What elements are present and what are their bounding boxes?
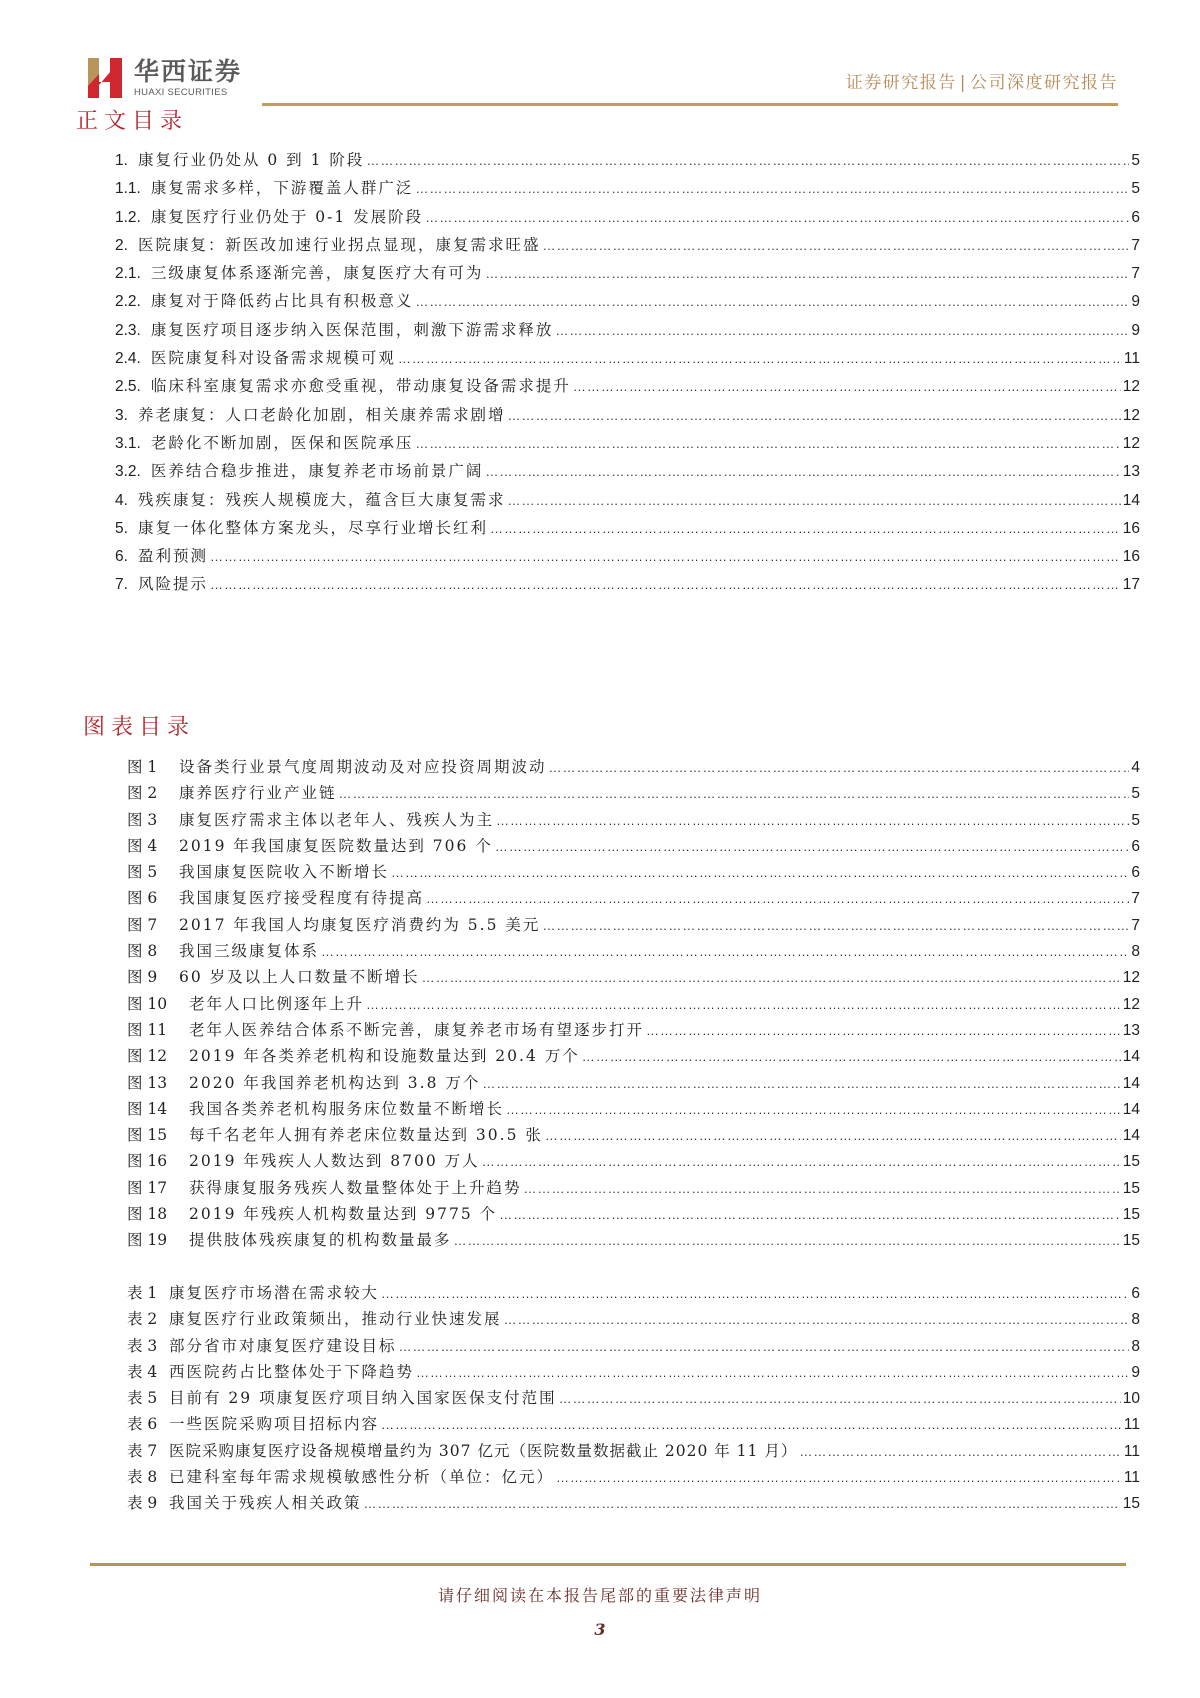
table-page: 11	[1123, 1469, 1140, 1487]
table-number: 表 1	[127, 1284, 158, 1302]
toc-item-number: 3.	[115, 406, 128, 424]
figure-number: 图 12	[127, 1047, 168, 1066]
figure-item[interactable]	[127, 912, 1140, 938]
table-number: 表 7	[127, 1441, 158, 1460]
dot-leader	[366, 147, 1129, 175]
toc-item-page: 12	[1122, 406, 1140, 424]
dot-leader	[504, 1307, 1130, 1333]
table-page: 11	[1123, 1442, 1140, 1460]
dot-leader	[415, 288, 1129, 316]
table-item[interactable]	[127, 1490, 1140, 1516]
figure-item[interactable]	[127, 964, 1140, 990]
dot-leader	[485, 260, 1129, 288]
toc-item-page: 13	[1122, 463, 1140, 481]
dot-leader	[556, 1465, 1122, 1491]
figure-number: 图 6	[127, 889, 158, 908]
toc-item-label: 老龄化不断加剧，医保和医院承压	[150, 433, 414, 452]
dot-leader	[482, 1071, 1120, 1097]
figure-number: 图 15	[127, 1126, 168, 1145]
dot-leader	[582, 1044, 1121, 1070]
dot-leader	[425, 204, 1129, 232]
dot-leader	[210, 543, 1121, 571]
toc-item-number: 2.1.	[115, 265, 141, 283]
dot-leader	[366, 992, 1121, 1018]
toc-item-label: 康复医疗项目逐步纳入医保范围，刺激下游需求释放	[150, 320, 554, 339]
figure-page: 8	[1131, 943, 1140, 961]
toc-item[interactable]	[115, 287, 1140, 315]
table-label: 目前有 29 项康复医疗项目纳入国家医保支付范围	[169, 1389, 557, 1408]
figure-label: 每千名老年人拥有养老床位数量达到 30.5 张	[189, 1126, 543, 1145]
toc-item-number: 2.2.	[115, 293, 141, 311]
figure-number: 图 19	[127, 1231, 168, 1250]
figure-label: 2019 年残疾人机构数量达到 9775 个	[189, 1205, 498, 1224]
toc-item-page: 16	[1122, 548, 1140, 566]
table-item[interactable]	[127, 1411, 1140, 1437]
toc-item[interactable]	[115, 174, 1140, 202]
figure-page: 12	[1122, 995, 1140, 1013]
figure-label: 我国康复医院收入不断增长	[179, 863, 390, 882]
figure-label: 2020 年我国养老机构达到 3.8 万个	[189, 1073, 481, 1092]
figure-item[interactable]	[127, 754, 1140, 780]
figure-label: 我国康复医疗接受程度有待提高	[179, 889, 425, 908]
table-number: 表 6	[127, 1415, 158, 1434]
table-number: 表 8	[127, 1468, 158, 1487]
company-logo	[86, 56, 242, 100]
toc-item[interactable]	[115, 486, 1140, 514]
logo-english-name: HUAXI SECURITIES	[134, 87, 228, 98]
toc-item-label: 康复一体化整体方案龙头，尽享行业增长红利	[137, 518, 488, 537]
figure-number: 图 1	[127, 758, 158, 776]
table-page: 6	[1131, 1285, 1140, 1302]
figure-page: 15	[1122, 1206, 1140, 1224]
figure-label: 2017 年我国人均康复医疗消费约为 5.5 美元	[179, 915, 541, 934]
huaxi-logo-icon	[86, 56, 124, 100]
figure-page: 7	[1131, 916, 1140, 934]
dot-leader	[507, 487, 1120, 515]
figure-item[interactable]	[127, 1175, 1140, 1201]
dot-leader	[398, 345, 1122, 373]
toc-item-label: 三级康复体系逐渐完善，康复医疗大有可为	[150, 264, 484, 283]
table-number: 表 9	[127, 1494, 158, 1513]
table-number: 表 2	[127, 1310, 158, 1329]
dot-leader	[555, 317, 1129, 345]
figure-number: 图 7	[127, 915, 158, 934]
toc-item-page: 9	[1131, 321, 1140, 339]
table-item[interactable]	[127, 1438, 1140, 1464]
figure-page: 5	[1131, 785, 1140, 803]
page-header	[0, 0, 1200, 110]
table-label: 一些医院采购项目招标内容	[169, 1415, 380, 1434]
figure-number: 图 16	[127, 1152, 168, 1171]
toc-item-label: 养老康复：人口老龄化加剧，相关康养需求剧增	[137, 405, 506, 424]
dot-leader	[422, 965, 1121, 991]
toc-item[interactable]	[115, 259, 1140, 287]
toc-item-page: 5	[1131, 152, 1140, 169]
dot-leader	[499, 1202, 1121, 1228]
figure-label: 2019 年各类养老机构和设施数量达到 20.4 万个	[189, 1047, 580, 1066]
toc-item-label: 康复对于降低药占比具有积极意义	[150, 292, 414, 311]
dot-leader	[399, 1334, 1130, 1360]
toc-item-label: 康复需求多样，下游覆盖人群广泛	[150, 179, 414, 198]
figure-label: 设备类行业景气度周期波动及对应投资周期波动	[179, 758, 547, 776]
dot-leader	[545, 1123, 1121, 1149]
figure-item[interactable]	[127, 1096, 1140, 1122]
figure-list	[127, 754, 1140, 1254]
figures-title: 图表目录	[83, 715, 196, 740]
toc-item[interactable]	[115, 514, 1140, 542]
table-page: 8	[1131, 1311, 1140, 1329]
dot-leader	[364, 1491, 1121, 1517]
report-separator: |	[959, 73, 967, 93]
table-label: 已建科室每年需求规模敏感性分析（单位：亿元）	[169, 1468, 555, 1487]
table-label: 医院采购康复医疗设备规模增量约为 307 亿元（医院数量数据截止 2020 年 11 月）	[169, 1441, 798, 1460]
figure-item[interactable]	[127, 833, 1140, 859]
toc-item-number: 1.	[115, 152, 128, 169]
figure-number: 图 11	[127, 1020, 168, 1039]
dot-leader	[381, 1412, 1122, 1438]
figure-item[interactable]	[127, 1148, 1140, 1174]
report-type-label	[846, 68, 1118, 93]
table-item[interactable]	[127, 1464, 1140, 1490]
toc-item-number: 2.3.	[115, 321, 141, 339]
logo-chinese-name: 华西证券	[134, 57, 243, 86]
footer-divider	[90, 1563, 1126, 1566]
toc-item-label: 医院康复科对设备需求规模可观	[150, 349, 396, 368]
page-number: 3	[594, 1620, 606, 1639]
toc-item[interactable]	[115, 570, 1140, 598]
figure-page: 15	[1122, 1153, 1140, 1171]
toc-item[interactable]	[115, 146, 1140, 174]
figure-number: 图 3	[127, 810, 158, 829]
table-item[interactable]	[127, 1385, 1140, 1411]
toc-item-page: 12	[1122, 378, 1140, 396]
figure-label: 我国三级康复体系	[179, 942, 320, 961]
toc-item-number: 6.	[115, 548, 128, 566]
table-page: 9	[1131, 1363, 1140, 1381]
toc-item[interactable]	[115, 542, 1140, 570]
toc-item-label: 风险提示	[137, 575, 208, 594]
table-page: 11	[1123, 1416, 1140, 1434]
table-label: 我国关于残疾人相关政策	[169, 1494, 362, 1513]
figure-page: 15	[1122, 1232, 1140, 1250]
figure-page: 6	[1131, 837, 1140, 855]
toc-item-page: 7	[1131, 236, 1140, 254]
figure-page: 5	[1131, 811, 1140, 829]
figure-page: 13	[1122, 1021, 1140, 1039]
toc-item[interactable]	[115, 401, 1140, 429]
dot-leader	[426, 886, 1129, 912]
figure-number: 图 2	[127, 784, 158, 803]
figure-item[interactable]	[127, 1017, 1140, 1043]
figure-page: 14	[1122, 1100, 1140, 1118]
figure-item[interactable]	[127, 859, 1140, 885]
figure-page: 12	[1122, 969, 1140, 987]
dot-leader	[482, 1149, 1121, 1175]
toc-item-number: 2.4.	[115, 350, 141, 368]
toc-item-label: 康复医疗行业仍处于 0-1 发展阶段	[150, 207, 424, 226]
toc-item-page: 9	[1131, 293, 1140, 311]
table-item[interactable]	[127, 1280, 1140, 1306]
figure-item[interactable]	[127, 1201, 1140, 1227]
dot-leader	[549, 755, 1130, 781]
table-number: 表 3	[127, 1336, 158, 1355]
figure-page: 15	[1122, 1179, 1140, 1197]
table-item[interactable]	[127, 1359, 1140, 1385]
figure-label: 我国各类养老机构服务床位数量不断增长	[189, 1099, 505, 1118]
toc-item-label: 医养结合稳步推进，康复养老市场前景广阔	[150, 462, 484, 481]
figure-number: 图 18	[127, 1205, 168, 1224]
dot-leader	[210, 571, 1121, 599]
report-category: 证券研究报告	[845, 73, 957, 93]
toc-item-page: 6	[1131, 208, 1140, 226]
toc-item-page: 11	[1123, 350, 1140, 368]
toc-item-label: 临床科室康复需求亦愈受重视，带动康复设备需求提升	[150, 377, 571, 396]
toc-item-number: 1.2.	[115, 208, 141, 226]
dot-leader	[542, 232, 1129, 260]
toc-item[interactable]	[115, 344, 1140, 372]
dot-leader	[799, 1439, 1122, 1465]
toc-item-number: 2.	[115, 236, 128, 254]
table-number: 表 5	[127, 1389, 158, 1408]
toc-item-number: 3.2.	[115, 463, 141, 481]
toc-item-page: 17	[1122, 576, 1140, 594]
toc-list	[115, 146, 1140, 599]
toc-item-number: 3.1.	[115, 434, 141, 452]
figure-item[interactable]	[127, 780, 1140, 806]
dot-leader	[415, 175, 1129, 203]
figure-page: 14	[1122, 1074, 1140, 1092]
figure-label: 提供肢体残疾康复的机构数量最多	[189, 1231, 452, 1250]
toc-item-label: 医院康复：新医改加速行业拐点显现，康复需求旺盛	[137, 235, 541, 254]
toc-item-page: 16	[1122, 519, 1140, 537]
toc-item-page: 7	[1131, 265, 1140, 283]
table-label: 康复医疗行业政策频出，推动行业快速发展	[169, 1310, 502, 1329]
dot-leader	[573, 373, 1121, 401]
figure-page: 6	[1131, 864, 1140, 882]
dot-leader	[381, 1281, 1129, 1307]
figure-item[interactable]	[127, 1043, 1140, 1069]
toc-item-number: 4.	[115, 491, 128, 509]
dot-leader	[495, 834, 1130, 860]
toc-item[interactable]	[115, 372, 1140, 400]
toc-item-page: 5	[1131, 180, 1140, 198]
figure-number: 图 13	[127, 1073, 168, 1092]
table-label: 部分省市对康复医疗建设目标	[169, 1336, 397, 1355]
figure-item[interactable]	[127, 938, 1140, 964]
dot-leader	[454, 1228, 1121, 1254]
figure-number: 图 17	[127, 1178, 168, 1197]
toc-item-number: 2.5.	[115, 378, 141, 396]
figure-page: 14	[1122, 1127, 1140, 1145]
figure-item[interactable]	[127, 991, 1140, 1017]
figure-number: 图 9	[127, 968, 158, 987]
dot-leader	[321, 939, 1129, 965]
figure-item[interactable]	[127, 885, 1140, 911]
figure-number: 图 10	[127, 994, 168, 1013]
figure-label: 康养医疗行业产业链	[179, 784, 337, 803]
figure-label: 获得康复服务残疾人数量整体处于上升趋势	[189, 1178, 522, 1197]
toc-item-page: 14	[1122, 491, 1140, 509]
figure-page: 7	[1131, 890, 1140, 908]
toc-item-label: 康复行业仍处从 0 到 1 阶段	[137, 151, 365, 169]
toc-item-label: 盈利预测	[137, 547, 208, 566]
table-item[interactable]	[127, 1333, 1140, 1359]
toc-item-number: 7.	[115, 576, 128, 594]
dot-leader	[339, 781, 1130, 807]
dot-leader	[506, 1097, 1121, 1123]
legal-disclaimer-note: 请仔细阅读在本报告尾部的重要法律声明	[437, 1586, 762, 1605]
table-page: 15	[1122, 1495, 1140, 1513]
figure-item[interactable]	[127, 807, 1140, 833]
toc-item-number: 1.1.	[115, 180, 141, 198]
figure-item[interactable]	[127, 1122, 1140, 1148]
dot-leader	[391, 860, 1129, 886]
table-page: 10	[1122, 1390, 1140, 1408]
table-page: 8	[1131, 1337, 1140, 1355]
toc-item[interactable]	[115, 457, 1140, 485]
figure-number: 图 5	[127, 863, 158, 882]
toc-item-label: 残疾康复：残疾人规模庞大，蕴含巨大康复需求	[137, 490, 506, 509]
figure-label: 康复医疗需求主体以老年人、残疾人为主	[179, 810, 495, 829]
figure-number: 图 14	[127, 1099, 168, 1118]
figure-page: 4	[1131, 759, 1140, 776]
toc-item[interactable]	[115, 429, 1140, 457]
table-label: 西医院药占比整体处于下降趋势	[169, 1362, 415, 1381]
toc-title: 正文目录	[76, 109, 189, 134]
toc-item[interactable]	[115, 316, 1140, 344]
figure-number: 图 4	[127, 836, 158, 855]
table-item[interactable]	[127, 1306, 1140, 1332]
dot-leader	[524, 1176, 1121, 1202]
dot-leader	[416, 1360, 1129, 1386]
toc-item[interactable]	[115, 203, 1140, 231]
figure-label: 60 岁及以上人口数量不断增长	[179, 968, 420, 987]
dot-leader	[507, 402, 1120, 430]
table-number: 表 4	[127, 1362, 158, 1381]
figure-number: 图 8	[127, 942, 158, 961]
figure-label: 老年人医养结合体系不断完善，康复养老市场有望逐步打开	[189, 1020, 645, 1039]
header-divider	[262, 103, 1118, 106]
figure-label: 老年人口比例逐年上升	[189, 994, 365, 1013]
dot-leader	[496, 808, 1129, 834]
toc-item-number: 5.	[115, 519, 128, 537]
dot-leader	[646, 1018, 1121, 1044]
table-list	[127, 1280, 1140, 1517]
report-subtype: 公司深度研究报告	[970, 73, 1118, 93]
toc-item[interactable]	[115, 231, 1140, 259]
figure-label: 2019 年我国康复医院数量达到 706 个	[179, 836, 493, 855]
figure-item[interactable]	[127, 1070, 1140, 1096]
figure-item[interactable]	[127, 1227, 1140, 1253]
table-label: 康复医疗市场潜在需求较大	[169, 1284, 380, 1302]
dot-leader	[559, 1386, 1121, 1412]
dot-leader	[485, 458, 1120, 486]
dot-leader	[542, 913, 1129, 939]
figure-page: 14	[1122, 1048, 1140, 1066]
dot-leader	[415, 430, 1120, 458]
figure-label: 2019 年残疾人人数达到 8700 万人	[189, 1152, 480, 1171]
dot-leader	[490, 515, 1121, 543]
toc-item-page: 12	[1122, 434, 1140, 452]
